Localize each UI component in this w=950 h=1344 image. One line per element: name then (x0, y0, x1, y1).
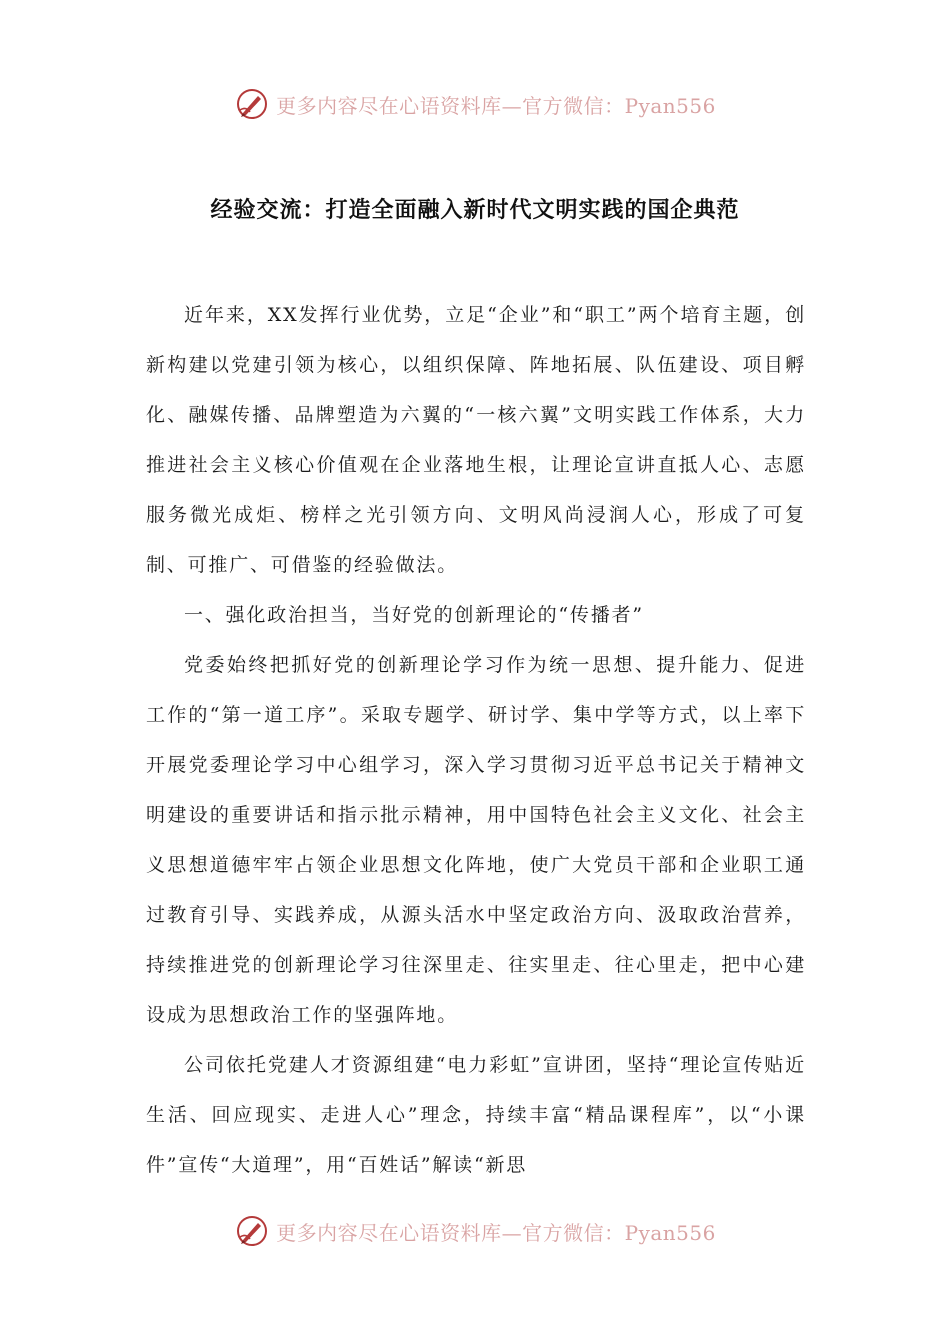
watermark-text: 更多内容尽在心语资料库—官方微信：Pyan556 (276, 93, 716, 118)
document-title: 经验交流：打造全面融入新时代文明实践的国企典范 (210, 196, 740, 223)
header-watermark-banner (0, 84, 950, 124)
paragraph-intro: 近年来，XX发挥行业优势，立足“企业”和“职工”两个培育主题，创新构建以党建引领为核心，以组织保障、阵地拓展、队伍建设、项目孵化、融媒传播、品牌塑造为六翼的“一核六翼”文明实践工作体系，大力推进社会主义核心价值观在企业落地生根，让理论宣讲直抵人心、志愿服务微光成炬、榜样之光引领方向、文明风尚浸润人心，形成了可复制、可推广、可借鉴的经验做法。 (146, 304, 806, 576)
paragraph-theory-study: 党委始终把抓好党的创新理论学习作为统一思想、提升能力、促进工作的“第一道工序”。采取专题学、研讨学、集中学等方式，以上率下开展党委理论学习中心组学习，深入学习贯彻习近平总书记关于精神文明建设的重要讲话和指示批示精神，用中国特色社会主义文化、社会主义思想道德牢牢占领企业思想文化阵地，使广大党员干部和企业职工通过教育引导、实践养成，从源头活水中坚定政治方向、汲取政治营养，持续推进党的创新理论学习往深里走、往实里走、往心里走，把中心建设成为思想政治工作的坚强阵地。 (146, 654, 806, 1026)
section-heading-1: 一、强化政治担当，当好党的创新理论的“传播者” (184, 604, 644, 626)
watermark-text: 更多内容尽在心语资料库—官方微信：Pyan556 (276, 1220, 716, 1245)
pen-logo-icon (234, 1213, 270, 1249)
paragraph-lecture-group: 公司依托党建人才资源组建“电力彩虹”宣讲团，坚持“理论宣传贴近生活、回应现实、走进人心”理念，持续丰富“精品课程库”，以“小课件”宣传“大道理”，用“百姓话”解读“新思 (146, 1054, 806, 1176)
footer-watermark-banner (0, 1211, 950, 1251)
document-body (146, 290, 806, 1190)
pen-logo-icon (234, 86, 270, 122)
